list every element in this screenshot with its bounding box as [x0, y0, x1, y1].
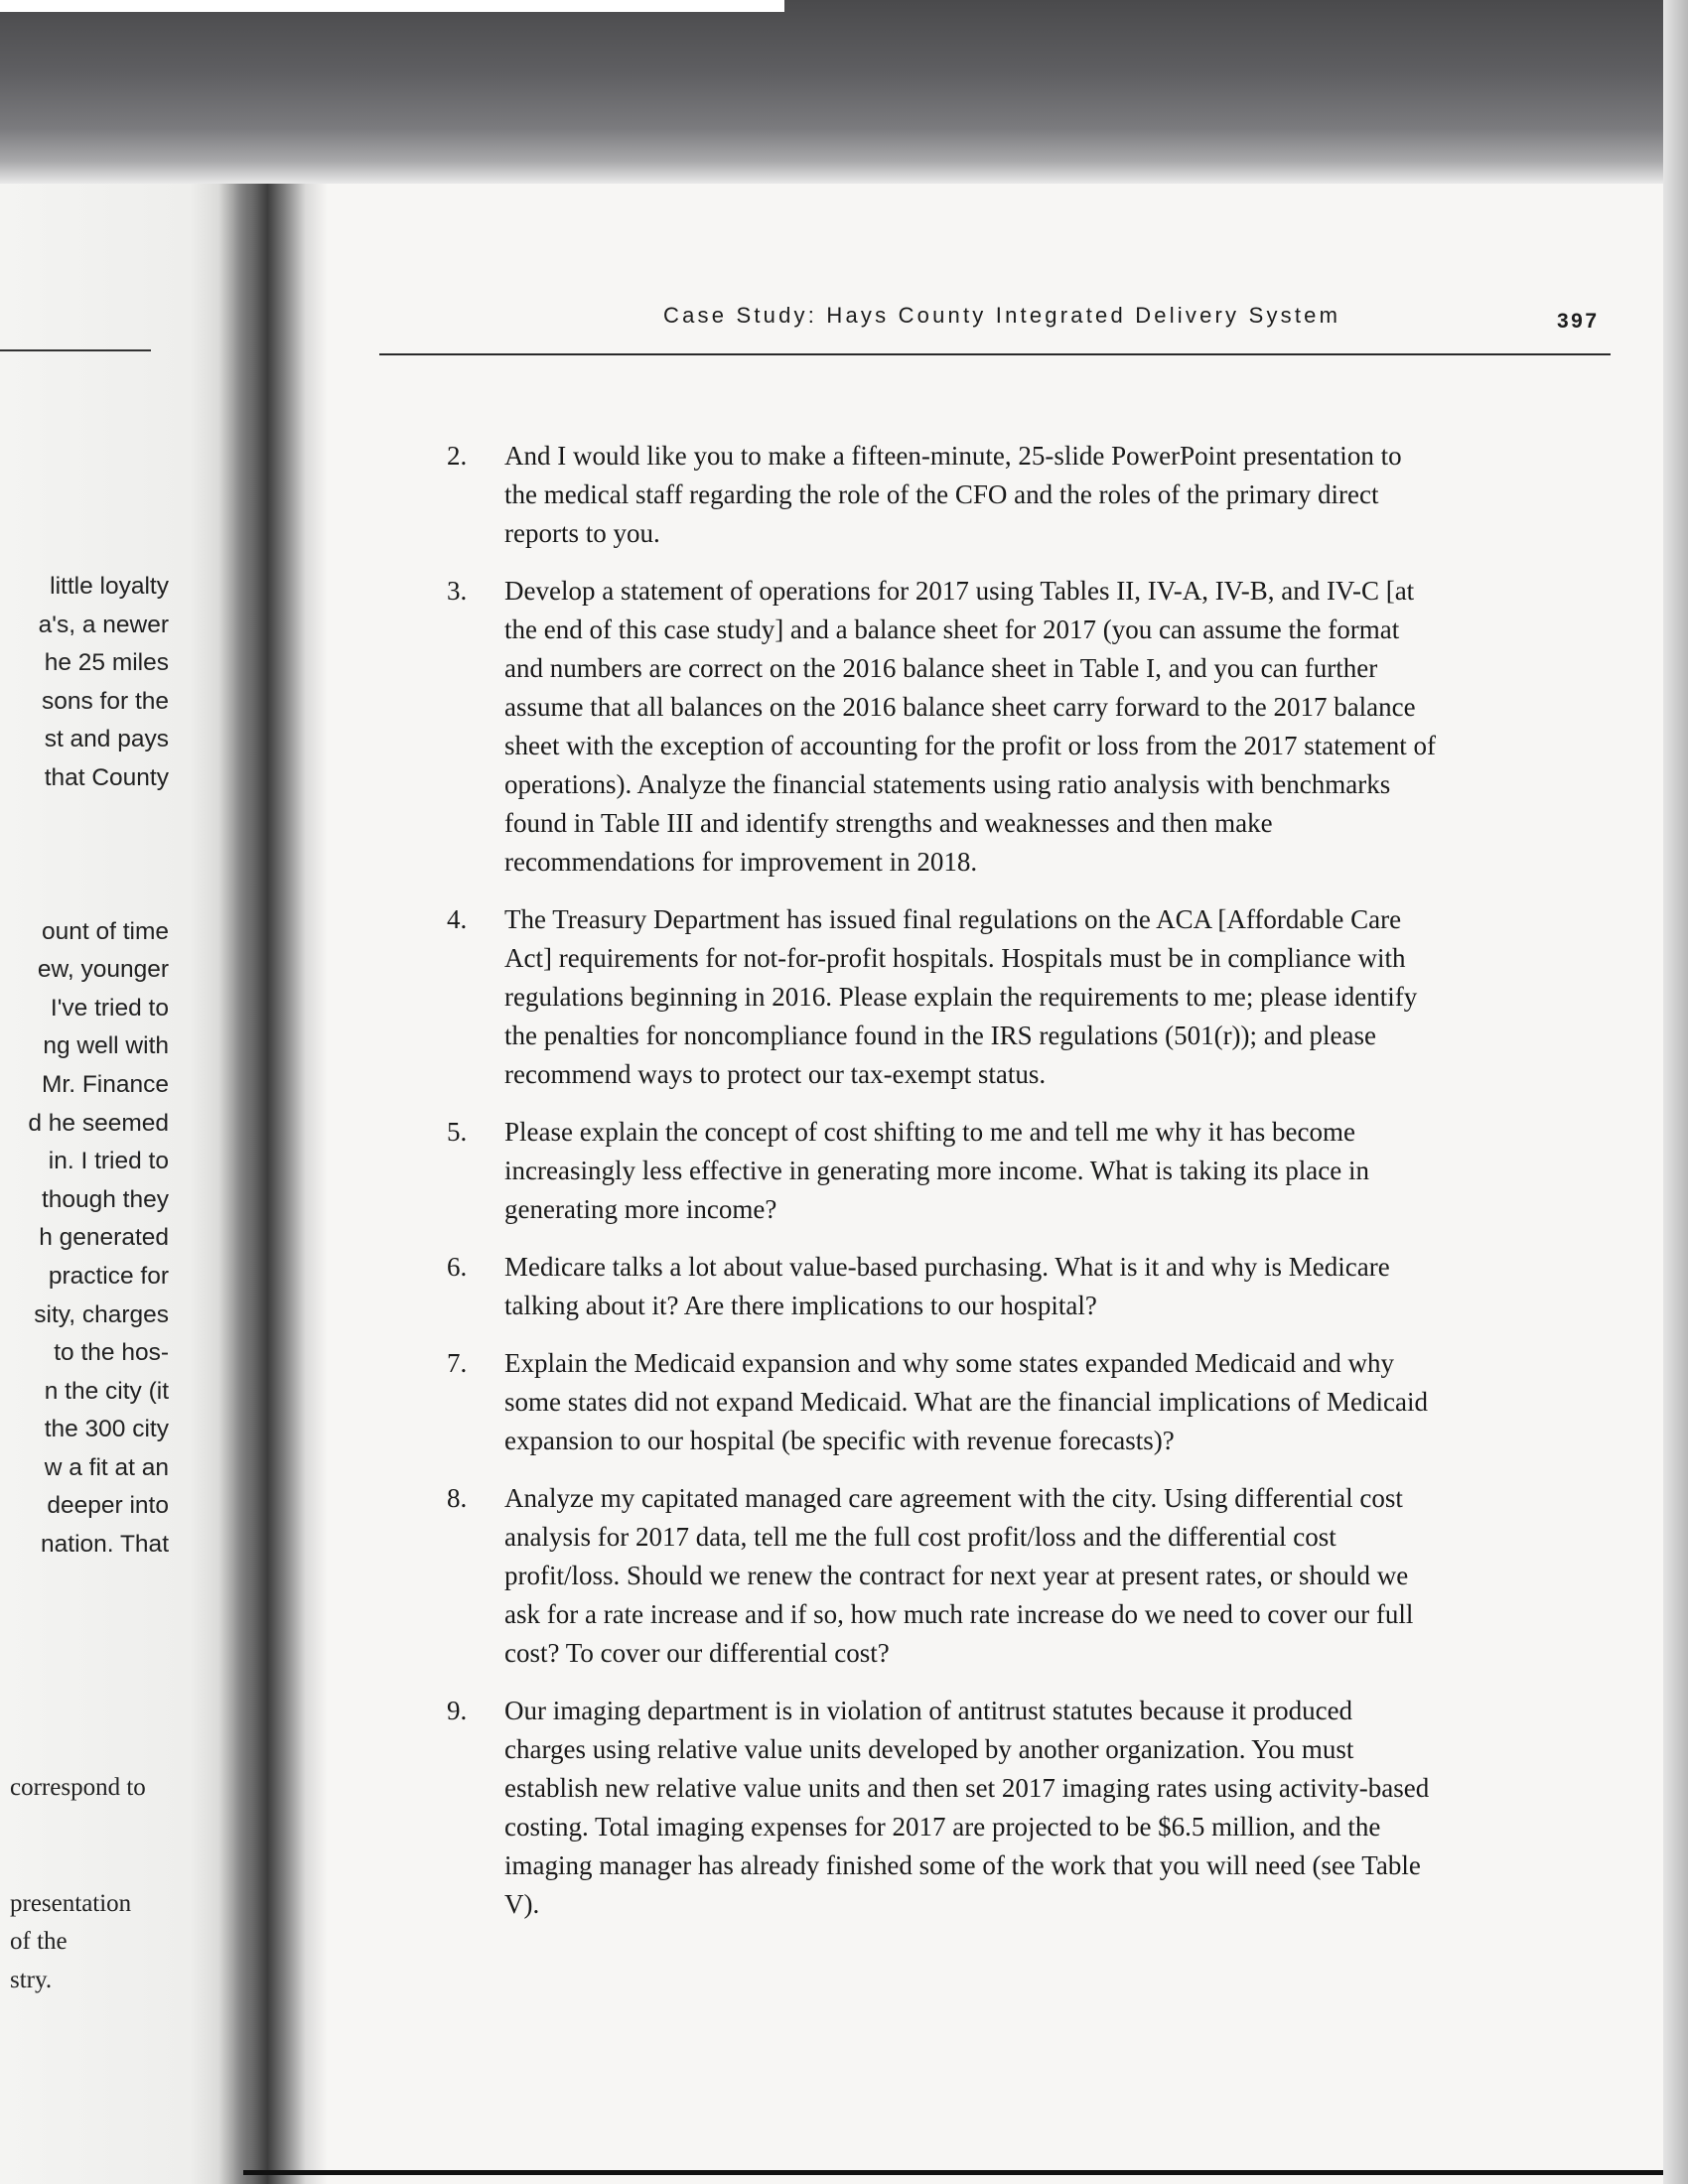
left-fragment: deeper into	[47, 1492, 169, 1520]
running-head: Case Study: Hays County Integrated Delivery System	[663, 303, 1341, 328]
question-item	[447, 1479, 1440, 1673]
left-fragment: ount of time	[41, 917, 169, 945]
question-number: 4.	[447, 904, 468, 934]
left-fragment: w a fit at an	[44, 1453, 169, 1481]
question-number: 2.	[447, 441, 468, 471]
scan-edge-top-left	[0, 0, 784, 12]
question-item	[447, 900, 1440, 1094]
header-rule	[379, 353, 1611, 355]
question-text: The Treasury Department has issued final regulations on the ACA [Affordable Care Act] requirements for not-for-profit hospitals. Hospitals must be in compliance with regulations beginning in 2016. Please explain the requirements to me; please identify the penalties for noncompliance found in the IRS regulations (501(r)); and please recommend ways to protect our tax-exempt status.	[504, 904, 1418, 1089]
left-fragment: little loyalty	[50, 573, 169, 600]
scan-bottom-edge	[243, 2170, 1663, 2175]
left-fragment: nation. That	[41, 1531, 169, 1559]
question-number: 3.	[447, 576, 468, 606]
left-fragment: he 25 miles	[44, 649, 169, 677]
question-text: Medicare talks a lot about value-based purchasing. What is it and why is Medicare talking about it? Are there implications to our hospital?	[504, 1252, 1390, 1320]
left-fragment: though they	[41, 1185, 169, 1213]
question-number: 6.	[447, 1252, 468, 1282]
scan-shadow-right	[1663, 0, 1688, 2184]
question-text: And I would like you to make a fifteen-minute, 25-slide PowerPoint presentation to the medical staff regarding the role of the CFO and the roles of the primary direct reports to you.	[504, 441, 1402, 548]
left-fragment: the 300 city	[44, 1416, 169, 1443]
question-text: Develop a statement of operations for 2017 using Tables II, IV-A, IV-B, and IV-C [at the end of this case study] and a balance sheet for 2017 (you can assume the format and numbers are correct on the 2016 balance sheet in Table I, and you can further assume that all balances on the 2016 balance sheet carry forward to the 2017 balance sheet with the exception of accounting for the profit or loss from the 2017 statement of operations). Analyze the financial statements using ratio analysis with benchmarks found in Table III and identify strengths and weaknesses and then make recommendations for improvement in 2018.	[504, 576, 1436, 877]
left-fragment: to the hos-	[54, 1339, 169, 1367]
left-fragment: d he seemed	[28, 1109, 169, 1137]
left-fragment: correspond to	[10, 1774, 146, 1801]
left-fragment: sity, charges	[34, 1300, 169, 1328]
left-fragment: in. I tried to	[48, 1148, 169, 1175]
left-fragment: sons for the	[41, 687, 169, 715]
question-text: Explain the Medicaid expansion and why some states expanded Medicaid and why some states did not expand Medicaid. What are the financial implications of Medicaid expansion to our hospital (be specific with revenue forecasts)?	[504, 1348, 1428, 1455]
question-number: 9.	[447, 1696, 468, 1725]
left-page-serif-text	[10, 1769, 179, 1999]
question-text: Please explain the concept of cost shifting to me and tell me why it has become increasingly less effective in generating more income. What is taking its place in generating more income?	[504, 1117, 1369, 1224]
question-number: 5.	[447, 1117, 468, 1147]
question-item	[447, 572, 1440, 882]
left-fragment: ew, younger	[37, 956, 169, 984]
left-fragment-gap	[10, 1808, 179, 1885]
left-page-rule	[0, 349, 151, 351]
question-item	[447, 437, 1440, 553]
left-fragment: presentation	[10, 1889, 132, 1917]
left-fragment: stry.	[10, 1966, 53, 1993]
question-item	[447, 1692, 1440, 1924]
question-list	[447, 437, 1440, 1943]
book-gutter-shadow	[218, 184, 328, 2184]
page-number: 397	[1557, 310, 1600, 333]
left-fragment-gap	[0, 798, 169, 913]
question-item	[447, 1344, 1440, 1460]
left-fragment: Mr. Finance	[42, 1070, 169, 1098]
left-fragment: I've tried to	[50, 994, 169, 1022]
question-item	[447, 1113, 1440, 1229]
left-fragment: st and pays	[44, 726, 169, 753]
scan-shadow-top	[0, 0, 1688, 184]
question-number: 7.	[447, 1348, 468, 1378]
question-item	[447, 1248, 1440, 1325]
question-text: Our imaging department is in violation of antitrust statutes because it produced charges using relative value units developed by another organization. You must establish new relative value units and then set 2017 imaging rates using activity-based costing. Total imaging expenses for 2017 are projected to be $6.5 million, and the imaging manager has already finished some of the work that you will need (see Table V).	[504, 1696, 1430, 1919]
left-page-sans-text	[0, 568, 169, 1565]
left-fragment: that County	[44, 763, 169, 791]
left-fragment: a's, a newer	[38, 611, 169, 638]
left-fragment: of the	[10, 1928, 68, 1956]
left-fragment: ng well with	[43, 1032, 169, 1060]
question-text: Analyze my capitated managed care agreement with the city. Using differential cost analysis for 2017 data, tell me the full cost profit/loss and the differential cost profit/loss. Should we renew the contract for next year at present rates, or should we ask for a rate increase and if so, how much rate increase do we need to cover our full cost? To cover our differential cost?	[504, 1483, 1414, 1668]
left-fragment: practice for	[48, 1262, 169, 1290]
left-fragment: n the city (it	[44, 1377, 169, 1405]
question-number: 8.	[447, 1483, 468, 1513]
left-fragment: h generated	[39, 1224, 169, 1252]
